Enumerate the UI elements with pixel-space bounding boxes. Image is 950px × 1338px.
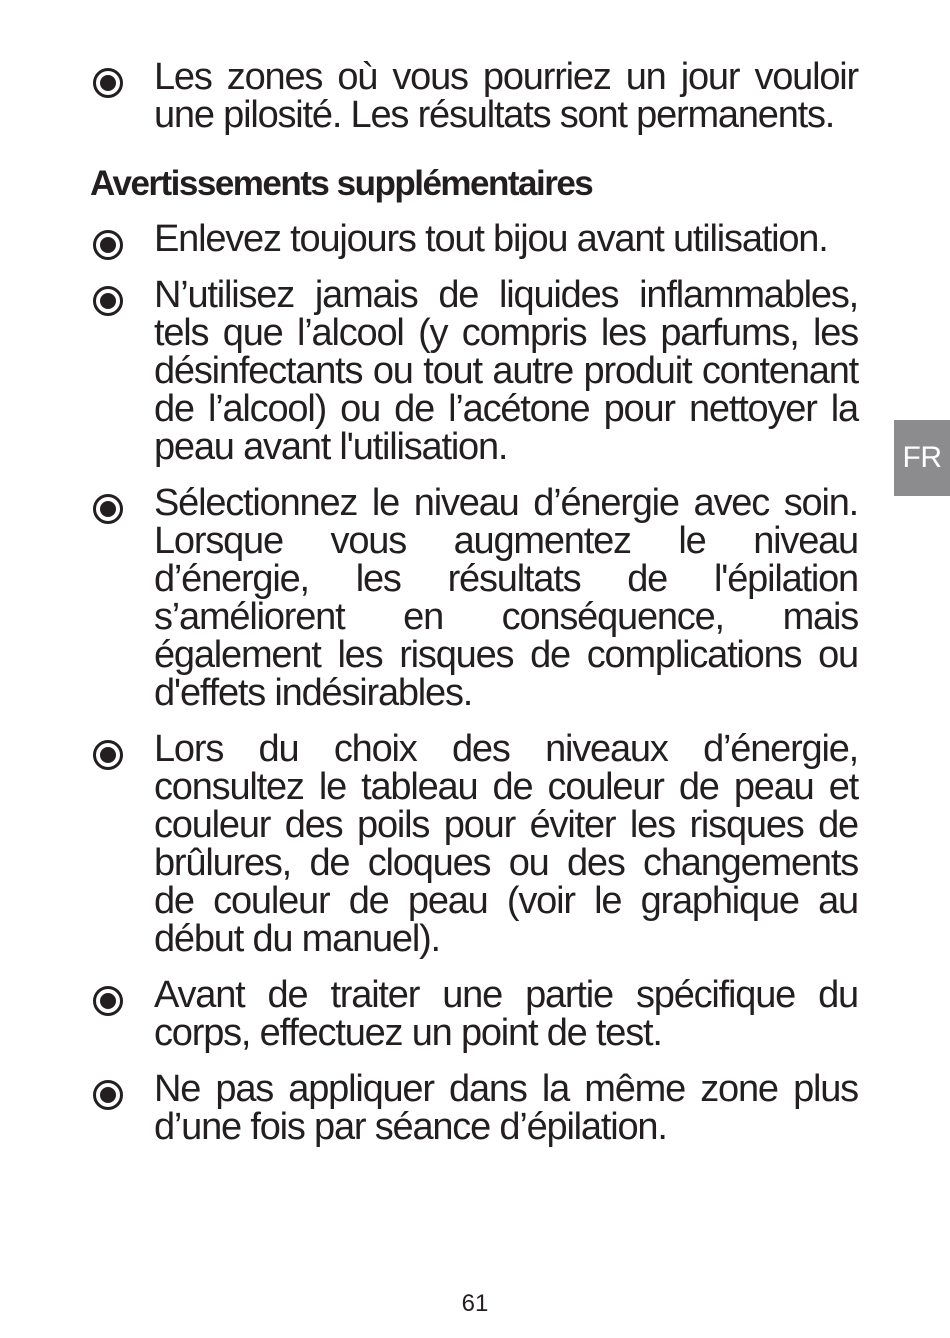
list-item — [90, 58, 858, 134]
list-item-text: Sélectionnez le niveau d’énergie avec soin. Lorsque vous augmentez le niveau d’énergie, les résultats de l'épilation s’améliorent en conséquence, mais également les risques de complications ou d'effets indésirables. — [154, 482, 858, 714]
radio-bullet-icon — [92, 67, 124, 99]
language-tab: FR — [894, 420, 950, 496]
list-item-text: Ne pas appliquer dans la même zone plus d’une fois par séance d’épilation. — [154, 1068, 858, 1148]
list-item-text: Lors du choix des niveaux d’énergie, consultez le tableau de couleur de peau et couleur des poils pour éviter les risques de brûlures, de cloques ou des changements de couleur de peau (voir le graphique au début du manuel). — [154, 728, 858, 960]
page-number: 61 — [461, 1290, 489, 1317]
radio-bullet-icon — [92, 229, 124, 261]
list-item — [90, 220, 858, 258]
list-item — [90, 730, 858, 958]
list-item-text: N’utilisez jamais de liquides inflammables, tels que l’alcool (y compris les parfums, les désinfectants ou tout autre produit contenant de l’alcool) ou de l’acétone pour nettoyer la peau avant l'utilisation. — [154, 274, 858, 468]
list-item — [90, 1070, 858, 1146]
list-item-text: Avant de traiter une partie spécifique du corps, effectuez un point de test. — [154, 974, 858, 1054]
radio-bullet-icon — [92, 985, 124, 1017]
section-heading: Avertissements supplémentaires — [90, 164, 593, 203]
list-item — [90, 276, 858, 466]
list-item-text: Les zones où vous pourriez un jour vouloir une pilosité. Les résultats sont permanents. — [154, 56, 858, 136]
radio-bullet-icon — [92, 285, 124, 317]
radio-bullet-icon — [92, 493, 124, 525]
list-item — [90, 484, 858, 712]
radio-bullet-icon — [92, 739, 124, 771]
page-content — [90, 58, 858, 1164]
radio-bullet-icon — [92, 1079, 124, 1111]
list-item-text: Enlevez toujours tout bijou avant utilisation. — [154, 218, 828, 260]
list-item — [90, 976, 858, 1052]
